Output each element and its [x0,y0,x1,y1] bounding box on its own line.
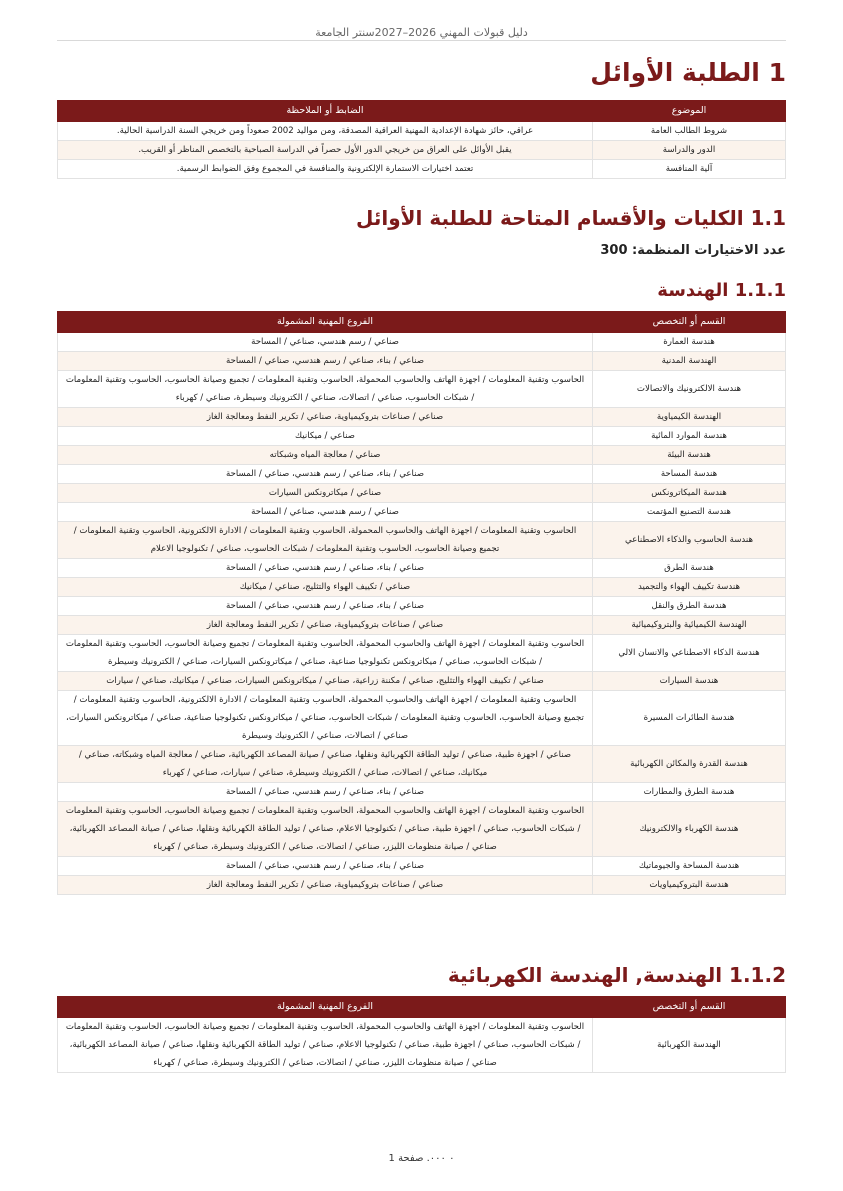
department-cell: آلية المنافسة [593,160,786,179]
department-cell: هندسة التصنيع المؤتمت [593,503,786,522]
branches-cell: عراقي، حائز شهادة الإعدادية المهنية العراقية المصدقة، ومن مواليد 2002 صعوداً ومن خريجي السنة الدراسية الحالية. [58,122,593,141]
engineering-departments-table [57,311,786,895]
department-cell: هندسة الطرق والمطارات [593,783,786,802]
table-row [58,616,786,635]
department-cell: الهندسة الكهربائية [593,1018,786,1073]
department-cell: هندسة الطائرات المسيرة [593,691,786,746]
table-row [58,503,786,522]
department-cell: هندسة الموارد المائية [593,427,786,446]
table-row [58,122,786,141]
department-cell: هندسة السيارات [593,672,786,691]
section-1-title: 1 الطلبة الأوائل [590,58,786,87]
table-row [58,484,786,503]
branches-cell: الحاسوب وتقنية المعلومات / اجهزة الهاتف والحاسوب المحمولة، الحاسوب وتقنية المعلومات / تجميع وصيانة الحاسوب، الحاسوب وتقنية المعلومات / شبكات الحاسوب، صناعي / اجهزة طبية، صناعي / تكنولوجيا الاعلام، صناعي / توليد الطاقة الكهربائية ونقلها، صناعي / صيانة المصاعد الكهربائية، صناعي / صيانة منظومات الليزر، صناعي / اتصالات، صناعي / الكترونيك وسيطرة، صناعي / كهرباء [58,802,593,857]
section-1-1-2-title: 1.1.2 الهندسة, الهندسة الكهربائية [447,963,786,987]
branches-cell: الحاسوب وتقنية المعلومات / اجهزة الهاتف والحاسوب المحمولة، الحاسوب وتقنية المعلومات / تجميع وصيانة الحاسوب، الحاسوب وتقنية المعلومات / شبكات الحاسوب، صناعي / اتصالات، صناعي / الكترونيك وسيطرة، صناعي / كهرباء [58,371,593,408]
department-cell: الهندسة المدنية [593,352,786,371]
branches-cell: تعتمد اختيارات الاستمارة الإلكترونية والمنافسة في المجموع وفق الضوابط الرسمية. [58,160,593,179]
department-cell: هندسة البتروكيمياويات [593,876,786,895]
column-header-branches: الفروع المهنية المشمولة [58,312,593,333]
running-header [57,24,786,41]
branches-cell: الحاسوب وتقنية المعلومات / اجهزة الهاتف والحاسوب المحمولة، الحاسوب وتقنية المعلومات / تجميع وصيانة الحاسوب، الحاسوب وتقنية المعلومات / شبكات الحاسوب، صناعي / اجهزة طبية، صناعي / تكنولوجيا الاعلام، صناعي / توليد الطاقة الكهربائية ونقلها، صناعي / صيانة المصاعد الكهربائية، صناعي / صيانة منظومات الليزر، صناعي / اتصالات، صناعي / الكترونيك وسيطرة، صناعي / كهرباء [58,1018,593,1073]
branches-cell: صناعي / صناعات بتروكيمياوية، صناعي / تكرير النفط ومعالجة الغاز [58,408,593,427]
table-row [58,1018,786,1073]
table-row [58,802,786,857]
column-header-department: القسم أو التخصص [593,312,786,333]
branches-cell: صناعي / اجهزة طبية، صناعي / توليد الطاقة الكهربائية ونقلها، صناعي / صيانة المصاعد الكهربائية، صناعي / معالجة المياه وشبكاته، صناعي / ميكانيك، صناعي / اتصالات، صناعي / الكترونيك وسيطرة، صناعي / سيارات، صناعي / كهرباء [58,746,593,783]
column-header-department: القسم أو التخصص [593,997,786,1018]
branches-cell: صناعي / تكييف الهواء والتثليج، صناعي / مكننة زراعية، صناعي / ميكاترونكس السيارات، صناعي / ميكانيك، صناعي / سيارات [58,672,593,691]
table-row [58,522,786,559]
department-cell: هندسة الالكترونيك والاتصالات [593,371,786,408]
table-row [58,691,786,746]
table-row [58,465,786,484]
table-row [58,141,786,160]
department-cell: شروط الطالب العامة [593,122,786,141]
department-cell: الهندسة الكيمياوية [593,408,786,427]
department-cell: هندسة الذكاء الاصطناعي والانسان الالي [593,635,786,672]
table-row [58,672,786,691]
department-cell: هندسة الحاسوب والذكاء الاصطناعي [593,522,786,559]
column-header-branches: الفروع المهنية المشمولة [58,997,593,1018]
page-footer [0,1153,843,1164]
branches-cell: صناعي / معالجة المياه وشبكاته [58,446,593,465]
column-header-topic: الموضوع [593,101,786,122]
department-cell: هندسة الطرق [593,559,786,578]
running-header-title: دليل قبولات المهني 2026–2027سنتر الجامعة [315,26,528,39]
branches-cell: صناعي / ميكانيك [58,427,593,446]
branches-cell: صناعي / بناء، صناعي / رسم هندسي، صناعي / المساحة [58,783,593,802]
department-cell: هندسة المساحة والجيوماتيك [593,857,786,876]
department-cell: هندسة الكهرباء والالكترونيك [593,802,786,857]
department-cell: الهندسة الكيميائية والبتروكيميائية [593,616,786,635]
branches-cell: صناعي / بناء، صناعي / رسم هندسي، صناعي / المساحة [58,597,593,616]
department-cell: هندسة القدرة والمكائن الكهربائية [593,746,786,783]
table-row [58,371,786,408]
table-row [58,578,786,597]
table-row [58,427,786,446]
page-number: ٠ ٠٠٠. صفحة 1 [388,1153,455,1164]
section-1-1-1-title: 1.1.1 الهندسة [657,280,786,301]
table-row [58,408,786,427]
branches-cell: صناعي / بناء، صناعي / رسم هندسي، صناعي / المساحة [58,465,593,484]
branches-cell: يقبل الأوائل على العراق من خريجي الدور الأول حصراً في الدراسة الصباحية بالتخصص المناظر أو القريب. [58,141,593,160]
branches-cell: صناعي / بناء، صناعي / رسم هندسي، صناعي / المساحة [58,352,593,371]
branches-cell: الحاسوب وتقنية المعلومات / اجهزة الهاتف والحاسوب المحمولة، الحاسوب وتقنية المعلومات / الادارة الالكترونية، الحاسوب وتقنية المعلومات / تجميع وصيانة الحاسوب، الحاسوب وتقنية المعلومات / شبكات الحاسوب، صناعي / ميكاترونكس تكنولوجيا صناعية، صناعي / ميكاترونكس السيارات، صناعي / اتصالات، صناعي / الكترونيك وسيطرة [58,691,593,746]
table-row [58,635,786,672]
department-cell: هندسة الطرق والنقل [593,597,786,616]
branches-cell: الحاسوب وتقنية المعلومات / اجهزة الهاتف والحاسوب المحمولة، الحاسوب وتقنية المعلومات / الادارة الالكترونية، الحاسوب وتقنية المعلومات / تجميع وصيانة الحاسوب، الحاسوب وتقنية المعلومات / شبكات الحاسوب، صناعي / تكنولوجيا الاعلام [58,522,593,559]
branches-cell: صناعي / تكييف الهواء والتثليج، صناعي / ميكانيك [58,578,593,597]
table-row [58,352,786,371]
table-row [58,857,786,876]
table-row [58,333,786,352]
department-cell: هندسة العمارة [593,333,786,352]
department-cell: هندسة البيئة [593,446,786,465]
table-row [58,876,786,895]
column-header-note: الضابط أو الملاحظة [58,101,593,122]
table-row [58,783,786,802]
department-cell: هندسة المساحة [593,465,786,484]
branches-cell: صناعي / بناء، صناعي / رسم هندسي، صناعي / المساحة [58,559,593,578]
table-row [58,160,786,179]
branches-cell: الحاسوب وتقنية المعلومات / اجهزة الهاتف والحاسوب المحمولة، الحاسوب وتقنية المعلومات / تجميع وصيانة الحاسوب، الحاسوب وتقنية المعلومات / شبكات الحاسوب، صناعي / ميكاترونكس تكنولوجيا صناعية، صناعي / ميكاترونكس السيارات، صناعي / الكترونيك وسيطرة [58,635,593,672]
branches-cell: صناعي / ميكاترونكس السيارات [58,484,593,503]
choices-count: عدد الاختيارات المنظمة: 300 [600,243,786,258]
department-cell: هندسة تكييف الهواء والتجميد [593,578,786,597]
branches-cell: صناعي / رسم هندسي، صناعي / المساحة [58,333,593,352]
branches-cell: صناعي / صناعات بتروكيمياوية، صناعي / تكرير النفط ومعالجة الغاز [58,616,593,635]
department-cell: هندسة الميكاترونكس [593,484,786,503]
section-1-1-title: 1.1 الكليات والأقسام المتاحة للطلبة الأوائل [356,206,786,230]
table-row [58,446,786,465]
branches-cell: صناعي / بناء، صناعي / رسم هندسي، صناعي / المساحة [58,857,593,876]
department-cell: الدور والدراسة [593,141,786,160]
table-row [58,559,786,578]
branches-cell: صناعي / صناعات بتروكيمياوية، صناعي / تكرير النفط ومعالجة الغاز [58,876,593,895]
students-conditions-table [57,100,786,179]
table-row [58,597,786,616]
branches-cell: صناعي / رسم هندسي، صناعي / المساحة [58,503,593,522]
electrical-engineering-table [57,996,786,1073]
table-row [58,746,786,783]
